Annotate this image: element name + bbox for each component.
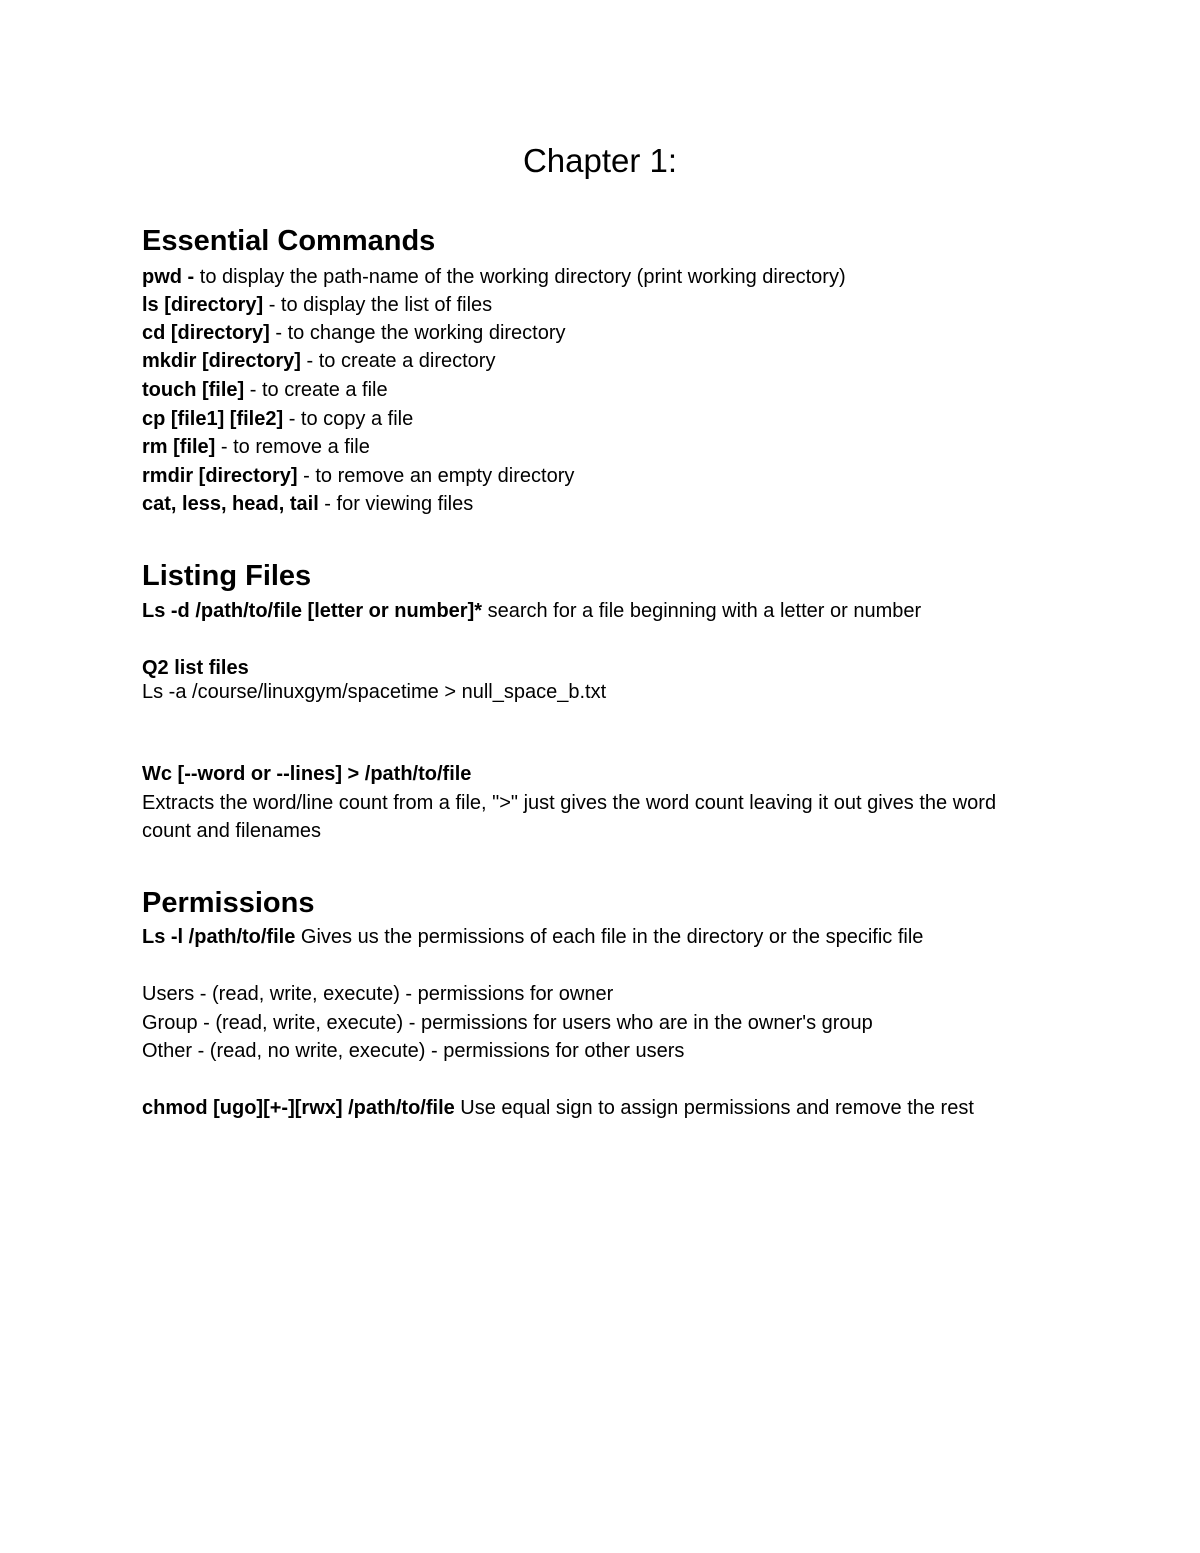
command-name: rmdir [directory] [142,465,298,487]
command-name: pwd - [142,266,200,288]
command-line [142,319,566,347]
permission-other: Other - (read, no write, execute) - permissions for other users [142,1040,685,1062]
command-description: - to change the working directory [269,322,566,344]
command-description: - to create a file [244,379,388,401]
command-description: Use equal sign to assign permissions and remove the rest [454,1097,974,1119]
command-description: - to remove a file [215,436,370,458]
command-line [142,291,492,319]
command-line [142,376,388,404]
command-name: touch [file] [142,379,245,401]
command-description: - to copy a file [283,408,414,430]
command-name: ls [directory] [142,294,264,316]
permission-users: Users - (read, write, execute) - permissions for owner [142,983,614,1005]
command-description: - to create a directory [300,350,496,372]
command-name: chmod [ugo][+-][rwx] /path/to/file [142,1097,455,1119]
command-line [142,405,413,433]
command-line [142,433,370,461]
command-description: - to display the list of files [263,294,493,316]
command-name: Ls -l /path/to/file [142,926,296,948]
wc-command: Wc [--word or --lines] > /path/to/file [142,763,472,785]
command-line [142,923,923,951]
command-name: cat, less, head, tail [142,493,319,515]
heading-essential-commands: Essential Commands [142,225,436,257]
command-name: Ls -d /path/to/file [letter or number]* [142,600,483,622]
heading-permissions: Permissions [142,887,315,919]
command-line [142,263,846,291]
page-title: Chapter 1: [522,142,678,179]
command-line [142,597,921,625]
command-description: to display the path-name of the working directory (print working directory) [199,266,846,288]
command-name: rm [file] [142,436,216,458]
command-name: mkdir [directory] [142,350,301,372]
command-name: cp [file1] [file2] [142,408,284,430]
permission-group: Group - (read, write, execute) - permissions for users who are in the owner's group [142,1012,873,1034]
command-description: - to remove an empty directory [297,465,575,487]
q2-label: Q2 list files [142,657,249,679]
command-description: - for viewing files [318,493,474,515]
command-description: Gives us the permissions of each file in the directory or the specific file [295,926,924,948]
command-description: search for a file beginning with a letter or number [482,600,922,622]
command-name: cd [directory] [142,322,270,344]
q2-command: Ls -a /course/linuxgym/spacetime > null_space_b.txt [142,681,607,703]
command-line [142,490,473,518]
wc-description: Extracts the word/line count from a file, ">" just gives the word count leaving it out gives the word count and filenames [142,792,997,842]
command-line [142,1094,974,1122]
command-line [142,462,574,490]
command-line [142,347,495,375]
heading-listing-files: Listing Files [142,560,312,592]
